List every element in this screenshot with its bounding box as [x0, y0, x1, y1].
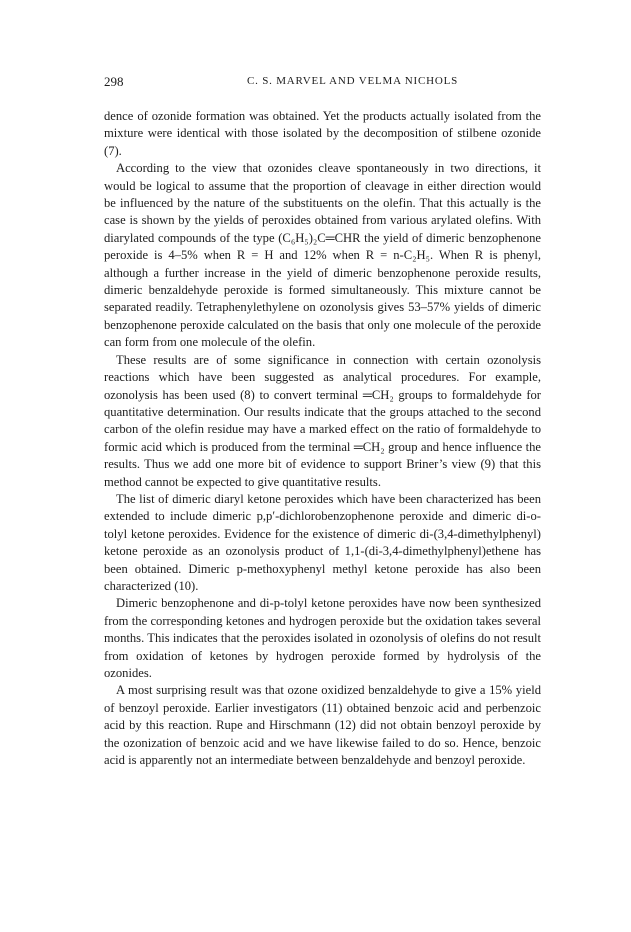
- body-text: [104, 108, 541, 769]
- paragraph: A most surprising result was that ozone oxidized benzaldehyde to give a 15% yield of benzoyl peroxide. Earlier investigators (11) obtained benzoic acid and perbenzoic acid by this reaction. Rupe and Hirschmann (12) did not obtain benzoyl peroxide by the ozonization of benzoic acid and we have likewise failed to do so. Hence, benzoic acid is apparently not an intermediate between benzaldehyde and benzoyl peroxide.: [104, 683, 541, 768]
- paragraph: These results are of some significance in connection with certain ozonolysis reactions which have been suggested as analytical procedures. For example, ozonolysis has been used (8) to convert terminal ═CH₂ groups to formaldehyde for quantitative determination. Our results indicate that the groups attached to the second carbon of the olefin residue may have a marked effect on the ratio of formaldehyde to formic acid which is produced from the terminal ═CH₂ group and hence influence the results. Thus we add one more bit of evidence to support Briner’s view (9) that this method cannot be expected to give quantitative results.: [104, 352, 541, 489]
- running-head: C. S. MARVEL AND VELMA NICHOLS: [246, 75, 459, 87]
- paragraph: dence of ozonide formation was obtained. Yet the products actually isolated from the mixture were identical with those isolated by the decomposition of stilbene ozonide (7).: [104, 109, 541, 158]
- paragraph: The list of dimeric diaryl ketone peroxides which have been characterized has been extended to include dimeric p,p′-dichlorobenzophenone peroxide and dimeric di-o-tolyl ketone peroxides. Evidence for the existence of dimeric di-(3,4-dimethylphenyl) ketone peroxide as an ozonolysis product of 1,1-(di-3,4-dimethylphenyl)ethene has been obtained. Dimeric p-methoxyphenyl methyl ketone peroxide has also been characterized (10).: [104, 491, 541, 593]
- page-number: 298: [104, 74, 124, 89]
- page-header: [104, 74, 541, 92]
- paragraph: According to the view that ozonides cleave spontaneously in two directions, it would be logical to assume that the proportion of cleavage in either direction would be influenced by the nature of the substituents on the olefin. That this actually is the case is shown by the yields of peroxides obtained from various arylated olefins. With diarylated compounds of the type (C₆H₅)₂C═CHR the yield of dimeric benzophenone peroxide is 4–5% when R = H and 12% when R = n-C₂H₅. When R is phenyl, although a further increase in the yield of dimeric benzophenone peroxide results, dimeric benzaldehyde peroxide is formed simultaneously. This mixture cannot be separated readily. Tetraphenylethylene on ozonolysis gives 53–57% yields of dimeric benzophenone peroxide calculated on the basis that only one molecule of the peroxide can form from one molecule of the olefin.: [104, 161, 541, 350]
- paragraph: Dimeric benzophenone and di-p-tolyl ketone peroxides have now been synthesized from the corresponding ketones and hydrogen peroxide but the oxidation takes several months. This indicates that the peroxides isolated in ozonolysis of olefins do not result from oxidation of ketones by hydrogen peroxide formed by hydrolysis of the ozonides.: [104, 596, 541, 680]
